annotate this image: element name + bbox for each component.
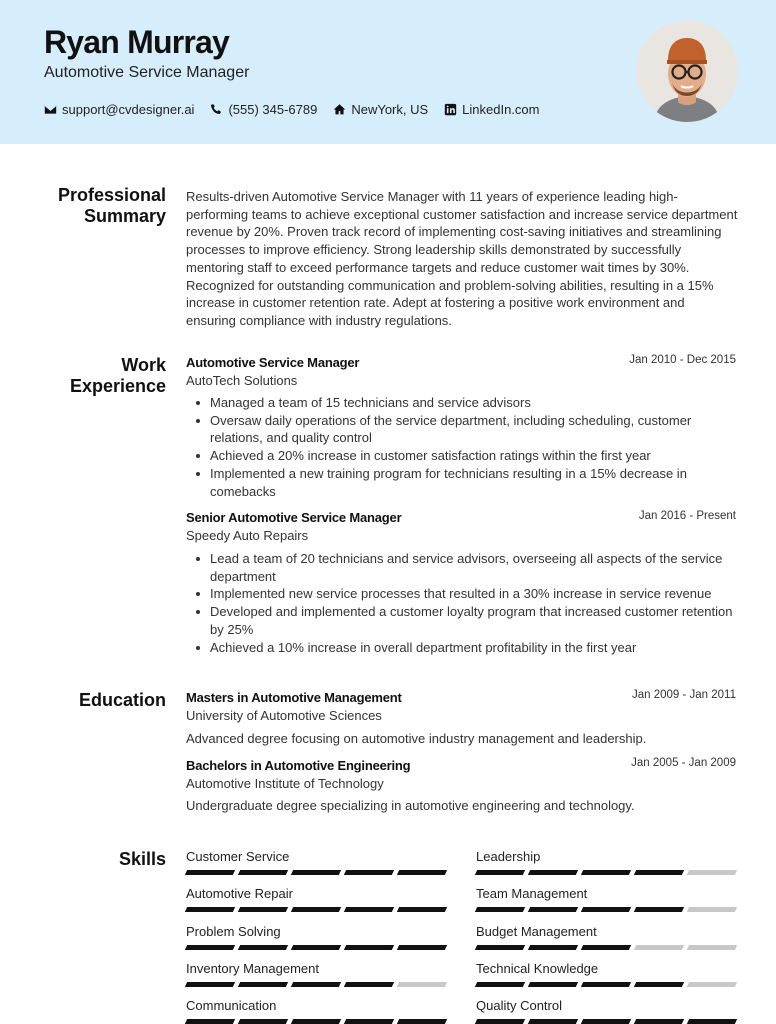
skill-level-segment — [687, 945, 737, 950]
skill-level-bar — [476, 945, 736, 950]
skill-level-segment — [397, 982, 447, 987]
skill-item — [476, 886, 736, 912]
header-banner — [0, 0, 776, 144]
skill-level-segment — [291, 1019, 341, 1024]
skill-level-segment — [291, 982, 341, 987]
skill-level-bar — [186, 982, 446, 987]
contact-location — [333, 102, 428, 117]
job-bullet: Implemented new service processes that resulted in a 30% increase in service revenue — [186, 585, 738, 603]
skill-level-segment — [581, 870, 631, 875]
skill-level-segment — [397, 870, 447, 875]
skill-level-segment — [185, 982, 235, 987]
skill-level-segment — [397, 945, 447, 950]
linkedin-icon — [444, 103, 457, 116]
profile-photo — [636, 20, 738, 122]
skill-level-segment — [291, 945, 341, 950]
candidate-title: Automotive Service Manager — [44, 64, 250, 81]
skill-level-segment — [344, 982, 394, 987]
skill-level-segment — [475, 870, 525, 875]
skill-level-segment — [238, 982, 288, 987]
skill-level-segment — [238, 870, 288, 875]
section-title-education: Education — [78, 690, 166, 710]
skill-name: Budget Management — [476, 923, 597, 939]
section-title-summary-line2: Summary — [83, 206, 166, 226]
skill-level-segment — [687, 870, 737, 875]
skill-level-bar — [476, 907, 736, 912]
degree-date: Jan 2005 - Jan 2009 — [631, 757, 736, 769]
skill-item — [476, 998, 736, 1024]
skill-name: Problem Solving — [186, 923, 281, 939]
skill-level-segment — [238, 907, 288, 912]
skill-level-segment — [475, 945, 525, 950]
degree-date: Jan 2009 - Jan 2011 — [631, 689, 736, 701]
skill-name: Team Management — [476, 886, 588, 902]
skill-item — [476, 849, 736, 875]
job-title: Automotive Service Manager — [186, 355, 360, 370]
skill-level-segment — [634, 1019, 684, 1024]
skill-level-segment — [634, 945, 684, 950]
skill-name: Customer Service — [186, 849, 290, 864]
skill-level-segment — [687, 982, 737, 987]
skill-level-bar — [186, 870, 446, 875]
contact-phone[interactable] — [210, 102, 317, 117]
school-name: Automotive Institute of Technology — [186, 776, 384, 791]
skill-level-segment — [475, 907, 525, 912]
skill-level-segment — [291, 870, 341, 875]
job-bullet: Oversaw daily operations of the service department, including scheduling, customer relations, and quality control — [186, 412, 738, 447]
skill-item — [476, 961, 736, 987]
skill-level-bar — [476, 870, 736, 875]
contact-linkedin[interactable] — [444, 102, 539, 117]
skill-name: Technical Knowledge — [476, 960, 599, 976]
skill-item — [186, 886, 446, 912]
section-title-skills: Skills — [118, 849, 166, 869]
phone-icon — [210, 103, 223, 116]
skill-level-bar — [186, 1019, 446, 1024]
contact-linkedin-text: LinkedIn.com — [462, 102, 540, 117]
skill-level-segment — [185, 907, 235, 912]
section-title-summary — [0, 185, 166, 227]
skill-item — [186, 849, 446, 875]
skill-name: Quality Control — [476, 998, 562, 1014]
skill-level-segment — [528, 945, 578, 950]
skill-level-segment — [344, 945, 394, 950]
job-date: Jan 2016 - Present — [638, 510, 736, 522]
skill-level-segment — [185, 870, 235, 875]
skill-level-segment — [581, 982, 631, 987]
skill-level-bar — [476, 982, 736, 987]
job-bullet: Implemented a new training program for technicians resulting in a 15% decrease in comebacks — [186, 465, 738, 500]
contact-email[interactable] — [44, 102, 194, 117]
job-bullet: Managed a team of 15 technicians and service advisors — [186, 394, 738, 412]
skill-level-segment — [291, 907, 341, 912]
summary-text: Results-driven Automotive Service Manager with 11 years of experience leading high-performing teams to achieve exceptional customer satisfaction and increase service department revenue by 20%. Proven track record of implementing cost-saving initiatives and streamlining processes to improve efficiency. Strong leadership skills demonstrated by successfully mentoring staff to exceed performance targets and reduce customer wait times by 30%. Recognized for outstanding communication and problem-solving abilities, resulting in a 15% increase in customer retention rate. Adept at fostering a positive work environment and ensuring compliance with industry regulations. — [186, 189, 738, 328]
job-title: Senior Automotive Service Manager — [186, 510, 402, 525]
skill-level-segment — [634, 907, 684, 912]
skill-level-segment — [634, 870, 684, 875]
skill-level-segment — [397, 1019, 447, 1024]
skill-level-segment — [528, 982, 578, 987]
skill-level-segment — [687, 1019, 737, 1024]
degree-description: Advanced degree focusing on automotive industry management and leadership. — [186, 731, 647, 746]
avatar — [636, 20, 738, 122]
section-title-experience-line1: Work — [121, 355, 166, 375]
section-title-experience — [0, 355, 166, 397]
skill-name: Leadership — [476, 849, 541, 864]
section-title-experience-line2: Experience — [69, 376, 166, 396]
skill-level-segment — [238, 1019, 288, 1024]
degree-title: Bachelors in Automotive Engineering — [186, 758, 411, 773]
job-bullet: Achieved a 10% increase in overall department profitability in the first year — [186, 639, 738, 657]
job-company: AutoTech Solutions — [186, 373, 298, 388]
contact-phone-text: (555) 345-6789 — [228, 102, 318, 117]
job-company: Speedy Auto Repairs — [186, 528, 309, 543]
contact-bar — [44, 102, 556, 117]
skill-item — [476, 924, 736, 950]
section-title-summary-line1: Professional — [57, 185, 166, 205]
skill-level-segment — [581, 945, 631, 950]
contact-email-text: support@cvdesigner.ai — [62, 102, 195, 117]
skill-level-segment — [344, 907, 394, 912]
job-bullets — [186, 394, 738, 500]
contact-location-text: NewYork, US — [351, 102, 429, 117]
candidate-name: Ryan Murray — [44, 24, 230, 60]
envelope-icon — [44, 103, 57, 116]
skill-name: Communication — [186, 998, 277, 1014]
skill-level-segment — [344, 1019, 394, 1024]
skill-level-segment — [238, 945, 288, 950]
school-name: University of Automotive Sciences — [186, 708, 382, 723]
job-date: Jan 2010 - Dec 2015 — [629, 354, 736, 366]
skill-level-segment — [185, 945, 235, 950]
skill-name: Automotive Repair — [186, 886, 293, 902]
degree-description: Undergraduate degree specializing in automotive engineering and technology. — [186, 798, 635, 813]
skill-level-segment — [528, 907, 578, 912]
home-icon — [333, 103, 346, 116]
skill-level-segment — [634, 982, 684, 987]
job-bullets — [186, 550, 738, 656]
skill-item — [186, 998, 446, 1024]
skill-level-bar — [186, 945, 446, 950]
skill-level-segment — [687, 907, 737, 912]
skill-item — [186, 924, 446, 950]
skill-level-segment — [581, 907, 631, 912]
job-bullet: Developed and implemented a customer loyalty program that increased customer retention by 25% — [186, 603, 738, 638]
skill-name: Inventory Management — [186, 960, 319, 976]
skill-level-segment — [581, 1019, 631, 1024]
skill-level-bar — [476, 1019, 736, 1024]
skill-level-bar — [186, 907, 446, 912]
skill-level-segment — [475, 1019, 525, 1024]
skill-level-segment — [185, 1019, 235, 1024]
skill-level-segment — [528, 1019, 578, 1024]
job-bullet: Lead a team of 20 technicians and service advisors, overseeing all aspects of the service department — [186, 550, 738, 585]
skill-level-segment — [475, 982, 525, 987]
degree-title: Masters in Automotive Management — [186, 690, 402, 705]
job-bullet: Achieved a 20% increase in customer satisfaction ratings within the first year — [186, 447, 738, 465]
skill-item — [186, 961, 446, 987]
skill-level-segment — [397, 907, 447, 912]
skill-level-segment — [528, 870, 578, 875]
skill-level-segment — [344, 870, 394, 875]
